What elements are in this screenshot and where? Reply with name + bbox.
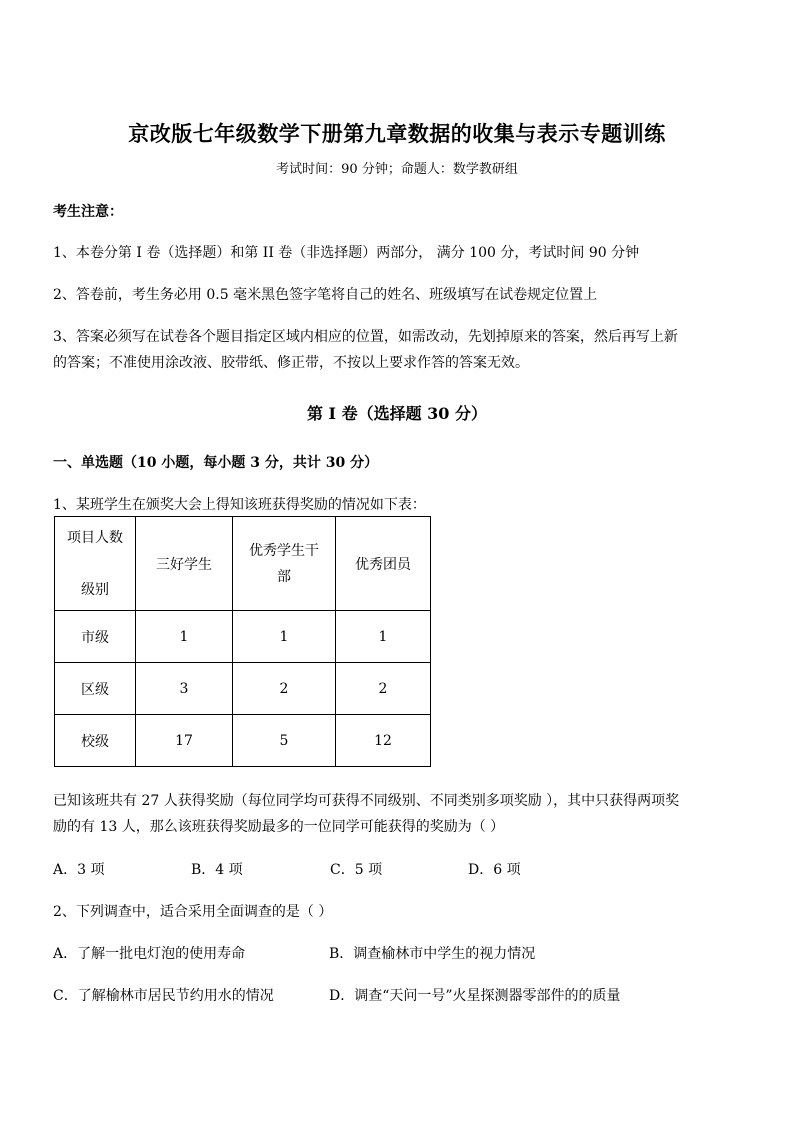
part-heading: 一、单选题（10 小题，每小题 3 分，共计 30 分） bbox=[53, 455, 379, 471]
column-header-line: 部 bbox=[277, 568, 291, 585]
table-header-row bbox=[55, 517, 431, 611]
table-cell: 5 bbox=[233, 715, 336, 767]
table-cell: 1 bbox=[136, 611, 233, 663]
table-cell: 1 bbox=[233, 611, 336, 663]
q1-option-b[interactable]: B．4 项 bbox=[191, 862, 243, 878]
question-1-text-line-1: 已知该班共有 27 人获得奖励（每位同学均可获得不同级别、不同类别多项奖励 ），其中只获得两项奖 bbox=[53, 793, 680, 809]
table-cell: 17 bbox=[136, 715, 233, 767]
corner-top-label: 项目人数 bbox=[67, 529, 123, 546]
q1-option-d[interactable]: D．6 项 bbox=[468, 862, 521, 878]
question-1-stem: 1、某班学生在颁奖大会上得知该班获得奖励的情况如下表： bbox=[53, 497, 426, 513]
table-cell: 12 bbox=[336, 715, 431, 767]
q2-option-d[interactable]: D．调查“天问一号”火星探测器零部件的的质量 bbox=[329, 988, 621, 1004]
page-title: 京改版七年级数学下册第九章数据的收集与表示专题训练 bbox=[128, 121, 666, 146]
table-cell: 2 bbox=[336, 663, 431, 715]
section-title: 第 I 卷（选择题 30 分） bbox=[306, 404, 488, 423]
table-corner-cell bbox=[55, 517, 136, 611]
corner-bottom-label: 级别 bbox=[81, 581, 109, 598]
column-header: 三好学生 bbox=[136, 517, 233, 611]
question-2-stem: 2、下列调查中，适合采用全面调查的是（ ） bbox=[53, 904, 333, 920]
q1-option-a[interactable]: A．3 项 bbox=[53, 862, 105, 878]
notice-item-1: 1、本卷分第 I 卷（选择题）和第 II 卷（非选择题）两部分， 满分 100 分，考试时间 90 分钟 bbox=[53, 245, 640, 261]
q2-option-a[interactable]: A．了解一批电灯泡的使用寿命 bbox=[53, 946, 246, 962]
table-cell: 1 bbox=[336, 611, 431, 663]
q1-option-c[interactable]: C．5 项 bbox=[330, 862, 383, 878]
row-label: 区级 bbox=[55, 663, 136, 715]
notice-item-2: 2、答卷前，考生务必用 0.5 毫米黑色签字笔将自己的姓名、班级填写在试卷规定位置上 bbox=[53, 287, 598, 303]
column-header bbox=[233, 517, 336, 611]
notice-item-3: 3、答案必须写在试卷各个题目指定区域内相应的位置，如需改动，先划掉原来的答案，然后再写上新 bbox=[53, 329, 678, 345]
table-cell: 2 bbox=[233, 663, 336, 715]
notice-item-3-continued: 的答案；不准使用涂改液、胶带纸、修正带，不按以上要求作答的答案无效。 bbox=[53, 355, 529, 371]
exam-info: 考试时间：90 分钟；命题人：数学教研组 bbox=[276, 162, 518, 177]
table-row bbox=[55, 663, 431, 715]
table-row bbox=[55, 611, 431, 663]
table-row bbox=[55, 715, 431, 767]
column-header-line: 优秀学生干 bbox=[249, 542, 319, 559]
q2-option-c[interactable]: C．了解榆林市居民节约用水的情况 bbox=[53, 988, 274, 1004]
column-header: 优秀团员 bbox=[336, 517, 431, 611]
row-label: 市级 bbox=[55, 611, 136, 663]
table-cell: 3 bbox=[136, 663, 233, 715]
notice-heading: 考生注意： bbox=[53, 204, 123, 220]
row-label: 校级 bbox=[55, 715, 136, 767]
question-1-text-line-2: 励的有 13 人，那么该班获得奖励最多的一位同学可能获得的奖励为（ ） bbox=[53, 819, 505, 835]
awards-table bbox=[54, 516, 431, 767]
q2-option-b[interactable]: B．调查榆林市中学生的视力情况 bbox=[329, 946, 536, 962]
